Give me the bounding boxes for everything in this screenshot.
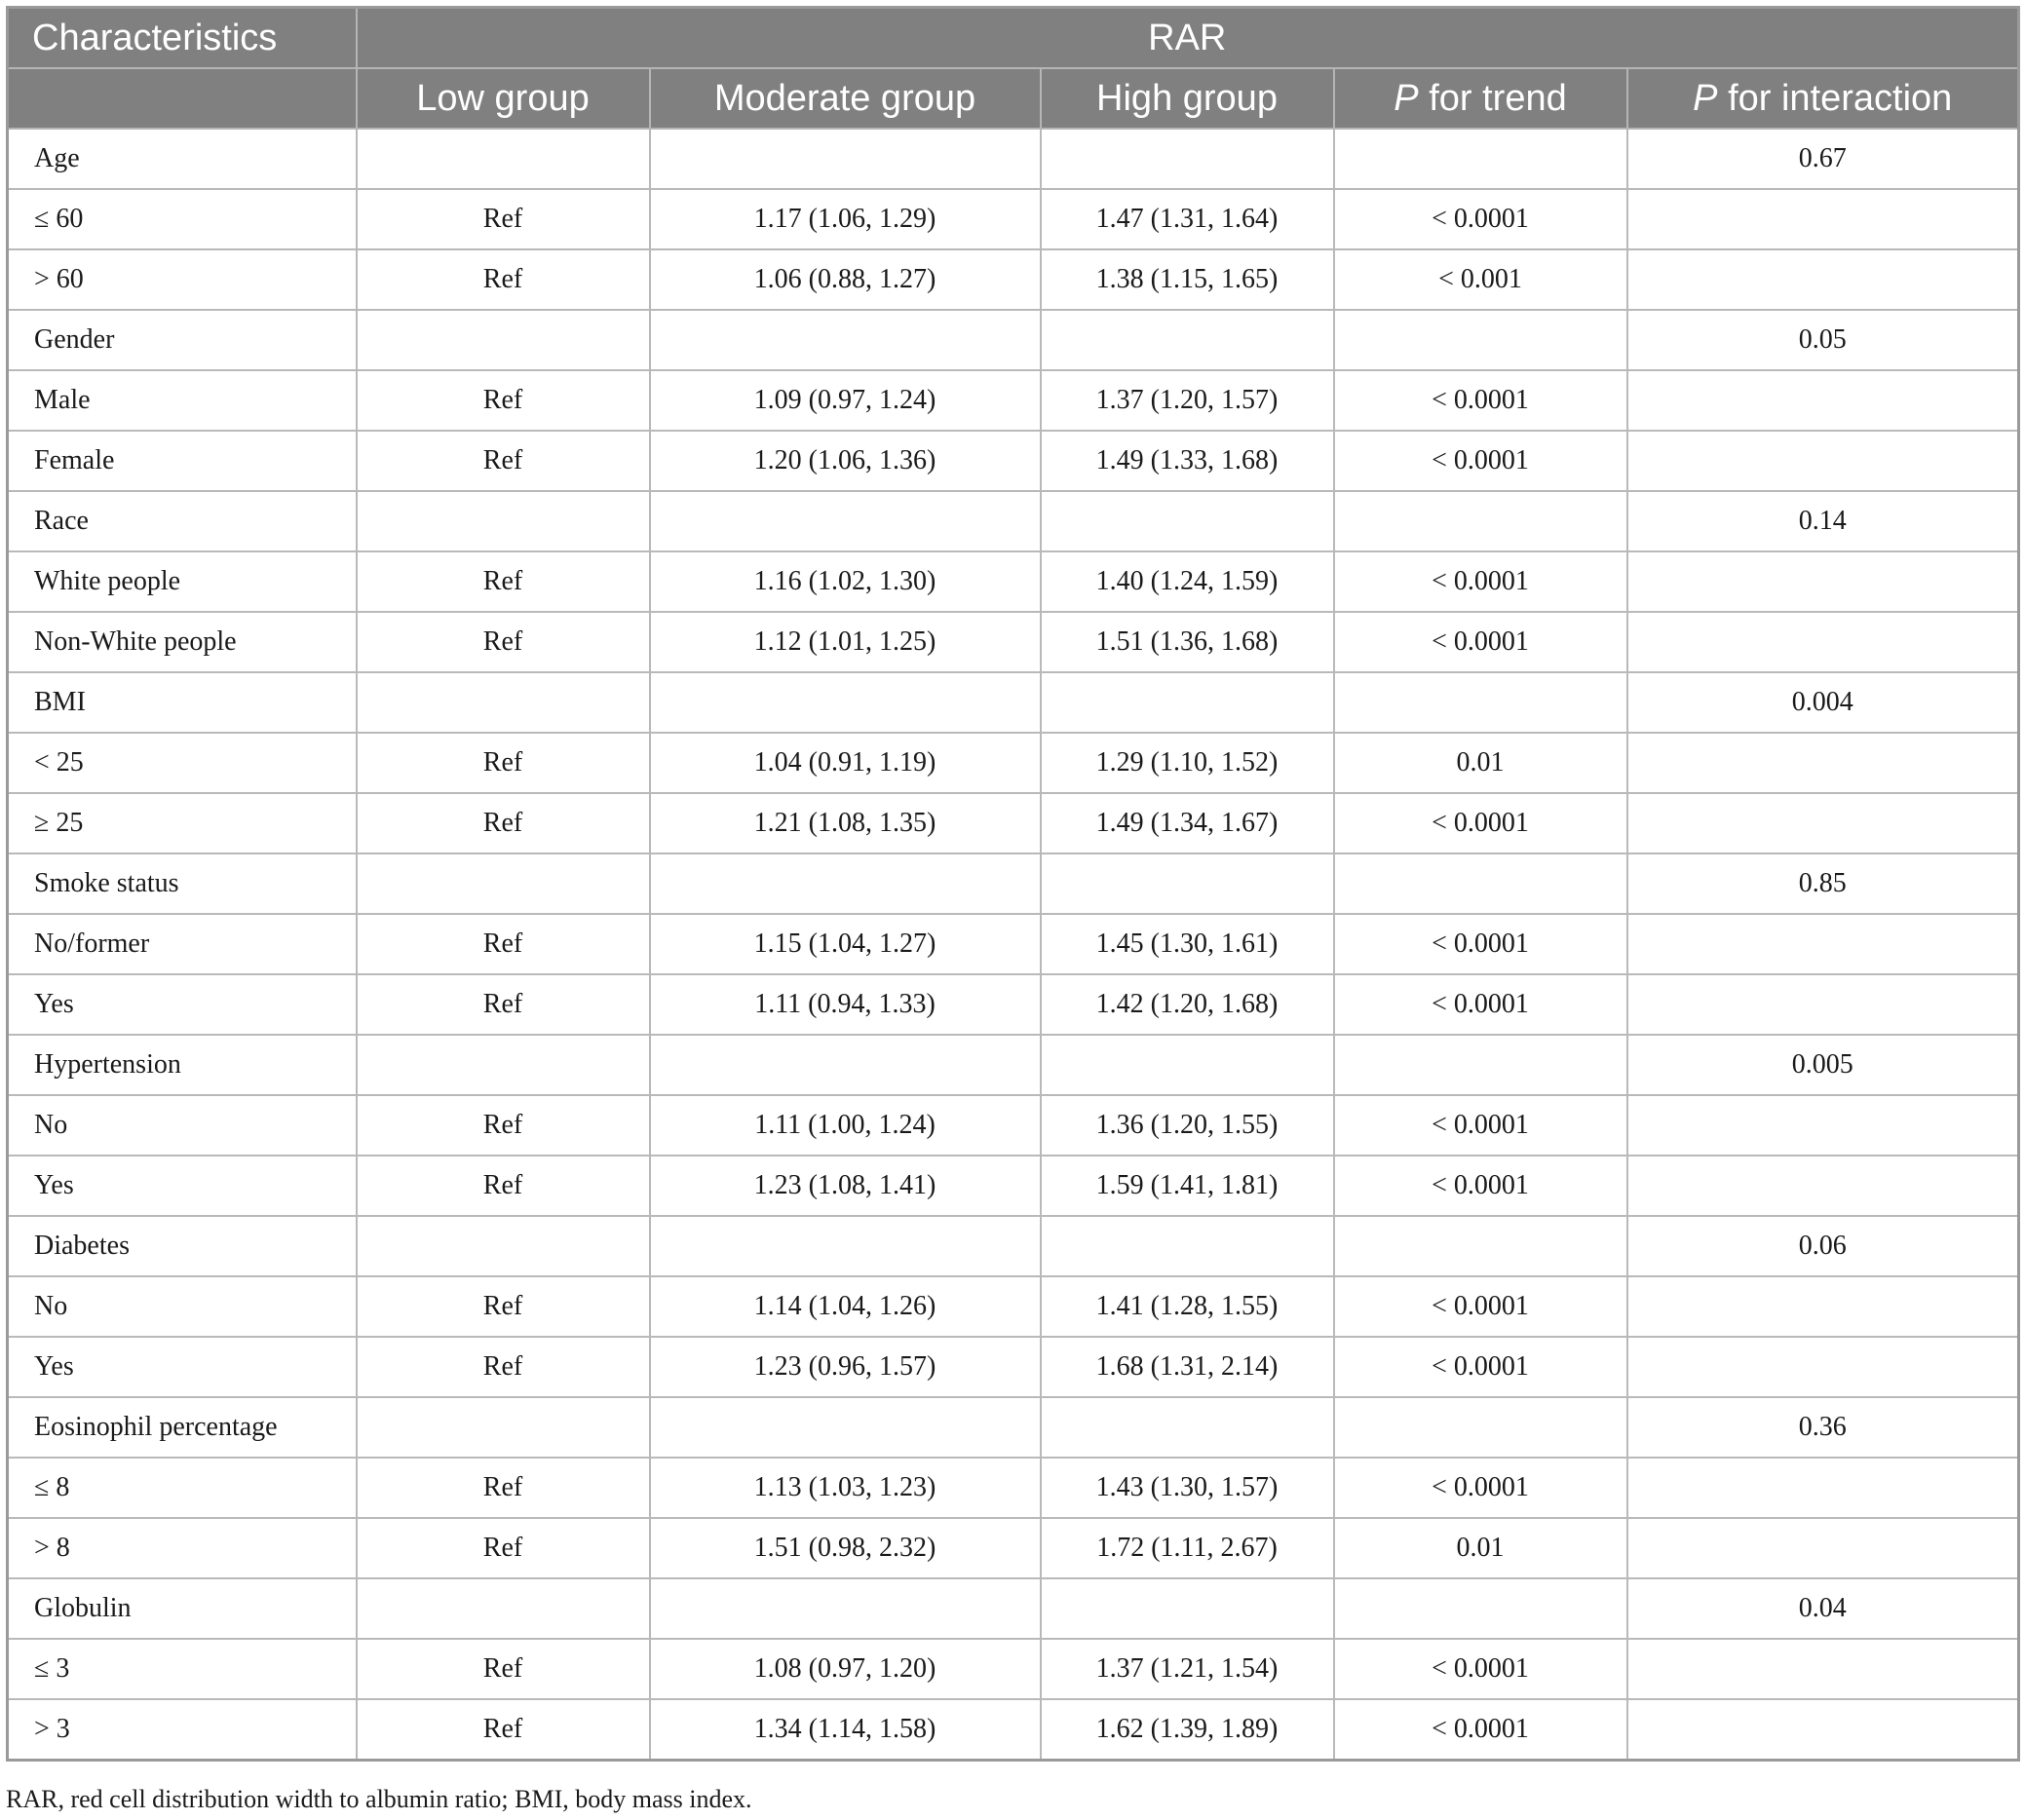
table-row <box>8 1276 2019 1337</box>
p-interaction-text: for interaction <box>1717 77 1953 119</box>
cell-characteristic: Smoke status <box>8 853 357 914</box>
cell-p-for-trend: < 0.0001 <box>1334 914 1627 974</box>
cell-characteristic: Age <box>8 129 357 189</box>
cell-high-group: 1.49 (1.34, 1.67) <box>1041 793 1334 853</box>
cell-p-for-interaction <box>1627 1458 2019 1518</box>
cell-characteristic: > 60 <box>8 249 357 310</box>
cell-high-group <box>1041 1216 1334 1276</box>
table-row <box>8 1337 2019 1397</box>
cell-low-group: Ref <box>357 1095 650 1156</box>
cell-characteristic: < 25 <box>8 733 357 793</box>
cell-moderate-group: 1.11 (0.94, 1.33) <box>650 974 1041 1035</box>
table-header <box>8 8 2019 130</box>
cell-p-for-interaction: 0.04 <box>1627 1578 2019 1639</box>
cell-p-for-interaction <box>1627 1156 2019 1216</box>
cell-characteristic: No/former <box>8 914 357 974</box>
cell-p-for-trend: 0.01 <box>1334 733 1627 793</box>
cell-low-group: Ref <box>357 733 650 793</box>
cell-high-group <box>1041 129 1334 189</box>
cell-low-group: Ref <box>357 612 650 672</box>
cell-high-group <box>1041 310 1334 370</box>
cell-high-group <box>1041 1578 1334 1639</box>
cell-low-group: Ref <box>357 1639 650 1699</box>
cell-moderate-group: 1.11 (1.00, 1.24) <box>650 1095 1041 1156</box>
header-empty-cell <box>8 68 357 129</box>
cell-p-for-interaction: 0.14 <box>1627 491 2019 551</box>
table-body <box>8 129 2019 1761</box>
table-row <box>8 551 2019 612</box>
cell-p-for-trend: < 0.001 <box>1334 249 1627 310</box>
cell-p-for-trend <box>1334 310 1627 370</box>
cell-p-for-trend: < 0.0001 <box>1334 612 1627 672</box>
cell-p-for-trend: < 0.0001 <box>1334 189 1627 249</box>
cell-high-group: 1.62 (1.39, 1.89) <box>1041 1699 1334 1761</box>
cell-p-for-trend: < 0.0001 <box>1334 974 1627 1035</box>
header-p-for-interaction <box>1627 68 2019 129</box>
cell-moderate-group <box>650 853 1041 914</box>
cell-high-group <box>1041 672 1334 733</box>
cell-characteristic: White people <box>8 551 357 612</box>
cell-p-for-interaction: 0.06 <box>1627 1216 2019 1276</box>
cell-moderate-group <box>650 310 1041 370</box>
cell-low-group: Ref <box>357 249 650 310</box>
cell-high-group <box>1041 1397 1334 1458</box>
p-trend-text: for trend <box>1418 77 1567 119</box>
cell-p-for-interaction: 0.85 <box>1627 853 2019 914</box>
cell-p-for-trend <box>1334 853 1627 914</box>
header-rar-group: RAR <box>357 8 2019 69</box>
cell-p-for-interaction: 0.36 <box>1627 1397 2019 1458</box>
cell-moderate-group: 1.16 (1.02, 1.30) <box>650 551 1041 612</box>
cell-low-group: Ref <box>357 551 650 612</box>
header-row-columns <box>8 68 2019 129</box>
cell-p-for-trend: < 0.0001 <box>1334 370 1627 431</box>
cell-characteristic: ≤ 60 <box>8 189 357 249</box>
cell-p-for-interaction <box>1627 189 2019 249</box>
cell-p-for-trend: 0.01 <box>1334 1518 1627 1578</box>
cell-low-group: Ref <box>357 974 650 1035</box>
cell-moderate-group: 1.09 (0.97, 1.24) <box>650 370 1041 431</box>
cell-p-for-interaction <box>1627 1276 2019 1337</box>
cell-p-for-trend: < 0.0001 <box>1334 1156 1627 1216</box>
cell-high-group: 1.42 (1.20, 1.68) <box>1041 974 1334 1035</box>
cell-p-for-trend <box>1334 1397 1627 1458</box>
cell-p-for-trend: < 0.0001 <box>1334 1276 1627 1337</box>
cell-high-group: 1.68 (1.31, 2.14) <box>1041 1337 1334 1397</box>
cell-characteristic: Hypertension <box>8 1035 357 1095</box>
cell-characteristic: Eosinophil percentage <box>8 1397 357 1458</box>
cell-p-for-interaction <box>1627 1337 2019 1397</box>
cell-p-for-interaction <box>1627 793 2019 853</box>
cell-moderate-group: 1.13 (1.03, 1.23) <box>650 1458 1041 1518</box>
cell-low-group: Ref <box>357 1458 650 1518</box>
table-row <box>8 733 2019 793</box>
cell-characteristic: ≥ 25 <box>8 793 357 853</box>
cell-p-for-trend: < 0.0001 <box>1334 1458 1627 1518</box>
table-row <box>8 310 2019 370</box>
cell-characteristic: No <box>8 1095 357 1156</box>
cell-moderate-group <box>650 1578 1041 1639</box>
subgroup-analysis-table <box>6 6 2020 1762</box>
cell-moderate-group <box>650 1397 1041 1458</box>
cell-moderate-group: 1.15 (1.04, 1.27) <box>650 914 1041 974</box>
cell-p-for-interaction <box>1627 612 2019 672</box>
cell-p-for-trend <box>1334 129 1627 189</box>
header-row-top <box>8 8 2019 69</box>
cell-characteristic: Yes <box>8 974 357 1035</box>
cell-characteristic: Female <box>8 431 357 491</box>
table-row <box>8 1639 2019 1699</box>
cell-moderate-group: 1.06 (0.88, 1.27) <box>650 249 1041 310</box>
cell-high-group <box>1041 491 1334 551</box>
cell-moderate-group: 1.04 (0.91, 1.19) <box>650 733 1041 793</box>
cell-low-group <box>357 672 650 733</box>
table-row <box>8 1518 2019 1578</box>
cell-p-for-trend: < 0.0001 <box>1334 1095 1627 1156</box>
cell-low-group: Ref <box>357 1337 650 1397</box>
cell-low-group <box>357 1397 650 1458</box>
cell-high-group: 1.37 (1.20, 1.57) <box>1041 370 1334 431</box>
cell-high-group: 1.38 (1.15, 1.65) <box>1041 249 1334 310</box>
cell-high-group: 1.41 (1.28, 1.55) <box>1041 1276 1334 1337</box>
cell-p-for-interaction <box>1627 1518 2019 1578</box>
cell-high-group: 1.37 (1.21, 1.54) <box>1041 1639 1334 1699</box>
cell-p-for-trend: < 0.0001 <box>1334 551 1627 612</box>
cell-low-group: Ref <box>357 1518 650 1578</box>
cell-low-group: Ref <box>357 431 650 491</box>
cell-p-for-trend <box>1334 491 1627 551</box>
header-p-for-trend <box>1334 68 1627 129</box>
cell-p-for-trend: < 0.0001 <box>1334 1699 1627 1761</box>
cell-moderate-group: 1.08 (0.97, 1.20) <box>650 1639 1041 1699</box>
cell-p-for-trend: < 0.0001 <box>1334 1639 1627 1699</box>
cell-characteristic: Male <box>8 370 357 431</box>
p-trend-letter: P <box>1394 77 1419 119</box>
table-footnote: RAR, red cell distribution width to albumin ratio; BMI, body mass index. <box>6 1785 752 1813</box>
table-row <box>8 249 2019 310</box>
cell-p-for-interaction: 0.005 <box>1627 1035 2019 1095</box>
cell-moderate-group: 1.12 (1.01, 1.25) <box>650 612 1041 672</box>
cell-p-for-trend <box>1334 1035 1627 1095</box>
cell-moderate-group: 1.21 (1.08, 1.35) <box>650 793 1041 853</box>
cell-low-group <box>357 491 650 551</box>
table-row <box>8 793 2019 853</box>
cell-characteristic: BMI <box>8 672 357 733</box>
cell-high-group: 1.59 (1.41, 1.81) <box>1041 1156 1334 1216</box>
cell-moderate-group <box>650 1035 1041 1095</box>
cell-p-for-trend: < 0.0001 <box>1334 793 1627 853</box>
header-moderate-group: Moderate group <box>650 68 1041 129</box>
cell-moderate-group <box>650 672 1041 733</box>
cell-p-for-trend <box>1334 1216 1627 1276</box>
cell-high-group: 1.45 (1.30, 1.61) <box>1041 914 1334 974</box>
table-row <box>8 1095 2019 1156</box>
cell-characteristic: Yes <box>8 1337 357 1397</box>
table-row <box>8 1216 2019 1276</box>
cell-characteristic: ≤ 3 <box>8 1639 357 1699</box>
cell-p-for-interaction <box>1627 1639 2019 1699</box>
header-characteristics: Characteristics <box>8 8 357 69</box>
cell-moderate-group: 1.20 (1.06, 1.36) <box>650 431 1041 491</box>
cell-p-for-trend: < 0.0001 <box>1334 431 1627 491</box>
table-row <box>8 1035 2019 1095</box>
table-row <box>8 1458 2019 1518</box>
cell-low-group <box>357 853 650 914</box>
cell-p-for-interaction <box>1627 370 2019 431</box>
cell-high-group: 1.43 (1.30, 1.57) <box>1041 1458 1334 1518</box>
table-row <box>8 189 2019 249</box>
cell-p-for-trend <box>1334 1578 1627 1639</box>
cell-characteristic: Non-White people <box>8 612 357 672</box>
table-row <box>8 1397 2019 1458</box>
cell-high-group: 1.29 (1.10, 1.52) <box>1041 733 1334 793</box>
header-low-group: Low group <box>357 68 650 129</box>
cell-high-group <box>1041 853 1334 914</box>
cell-high-group: 1.40 (1.24, 1.59) <box>1041 551 1334 612</box>
table-row <box>8 853 2019 914</box>
cell-high-group: 1.36 (1.20, 1.55) <box>1041 1095 1334 1156</box>
cell-p-for-interaction <box>1627 249 2019 310</box>
cell-high-group: 1.47 (1.31, 1.64) <box>1041 189 1334 249</box>
cell-characteristic: Race <box>8 491 357 551</box>
cell-p-for-interaction <box>1627 733 2019 793</box>
cell-p-for-interaction <box>1627 1095 2019 1156</box>
p-interaction-letter: P <box>1693 77 1718 119</box>
table-row <box>8 974 2019 1035</box>
cell-moderate-group: 1.23 (1.08, 1.41) <box>650 1156 1041 1216</box>
subgroup-analysis-table-container <box>6 6 2017 1762</box>
cell-moderate-group: 1.23 (0.96, 1.57) <box>650 1337 1041 1397</box>
cell-characteristic: Diabetes <box>8 1216 357 1276</box>
cell-characteristic: Gender <box>8 310 357 370</box>
cell-low-group <box>357 1578 650 1639</box>
table-row <box>8 1156 2019 1216</box>
cell-p-for-interaction <box>1627 974 2019 1035</box>
cell-high-group <box>1041 1035 1334 1095</box>
cell-moderate-group: 1.34 (1.14, 1.58) <box>650 1699 1041 1761</box>
cell-high-group: 1.49 (1.33, 1.68) <box>1041 431 1334 491</box>
cell-characteristic: Globulin <box>8 1578 357 1639</box>
cell-moderate-group <box>650 1216 1041 1276</box>
cell-p-for-interaction <box>1627 914 2019 974</box>
cell-high-group: 1.51 (1.36, 1.68) <box>1041 612 1334 672</box>
cell-characteristic: No <box>8 1276 357 1337</box>
cell-low-group: Ref <box>357 1276 650 1337</box>
table-row <box>8 491 2019 551</box>
cell-p-for-trend: < 0.0001 <box>1334 1337 1627 1397</box>
cell-moderate-group <box>650 129 1041 189</box>
cell-low-group <box>357 1216 650 1276</box>
cell-low-group <box>357 129 650 189</box>
cell-moderate-group: 1.14 (1.04, 1.26) <box>650 1276 1041 1337</box>
cell-low-group <box>357 310 650 370</box>
cell-p-for-trend <box>1334 672 1627 733</box>
cell-low-group: Ref <box>357 914 650 974</box>
table-row <box>8 431 2019 491</box>
header-high-group: High group <box>1041 68 1334 129</box>
cell-p-for-interaction <box>1627 1699 2019 1761</box>
cell-low-group: Ref <box>357 189 650 249</box>
cell-characteristic: Yes <box>8 1156 357 1216</box>
cell-p-for-interaction: 0.05 <box>1627 310 2019 370</box>
table-row <box>8 1578 2019 1639</box>
table-row <box>8 370 2019 431</box>
table-row <box>8 672 2019 733</box>
table-row <box>8 129 2019 189</box>
cell-p-for-interaction <box>1627 551 2019 612</box>
cell-p-for-interaction <box>1627 431 2019 491</box>
cell-low-group: Ref <box>357 370 650 431</box>
cell-characteristic: > 3 <box>8 1699 357 1761</box>
cell-moderate-group <box>650 491 1041 551</box>
cell-low-group: Ref <box>357 1156 650 1216</box>
cell-moderate-group: 1.51 (0.98, 2.32) <box>650 1518 1041 1578</box>
cell-moderate-group: 1.17 (1.06, 1.29) <box>650 189 1041 249</box>
cell-low-group <box>357 1035 650 1095</box>
cell-p-for-interaction: 0.004 <box>1627 672 2019 733</box>
cell-p-for-interaction: 0.67 <box>1627 129 2019 189</box>
cell-low-group: Ref <box>357 793 650 853</box>
cell-high-group: 1.72 (1.11, 2.67) <box>1041 1518 1334 1578</box>
table-row <box>8 1699 2019 1761</box>
table-row <box>8 612 2019 672</box>
table-row <box>8 914 2019 974</box>
cell-characteristic: > 8 <box>8 1518 357 1578</box>
cell-characteristic: ≤ 8 <box>8 1458 357 1518</box>
cell-low-group: Ref <box>357 1699 650 1761</box>
